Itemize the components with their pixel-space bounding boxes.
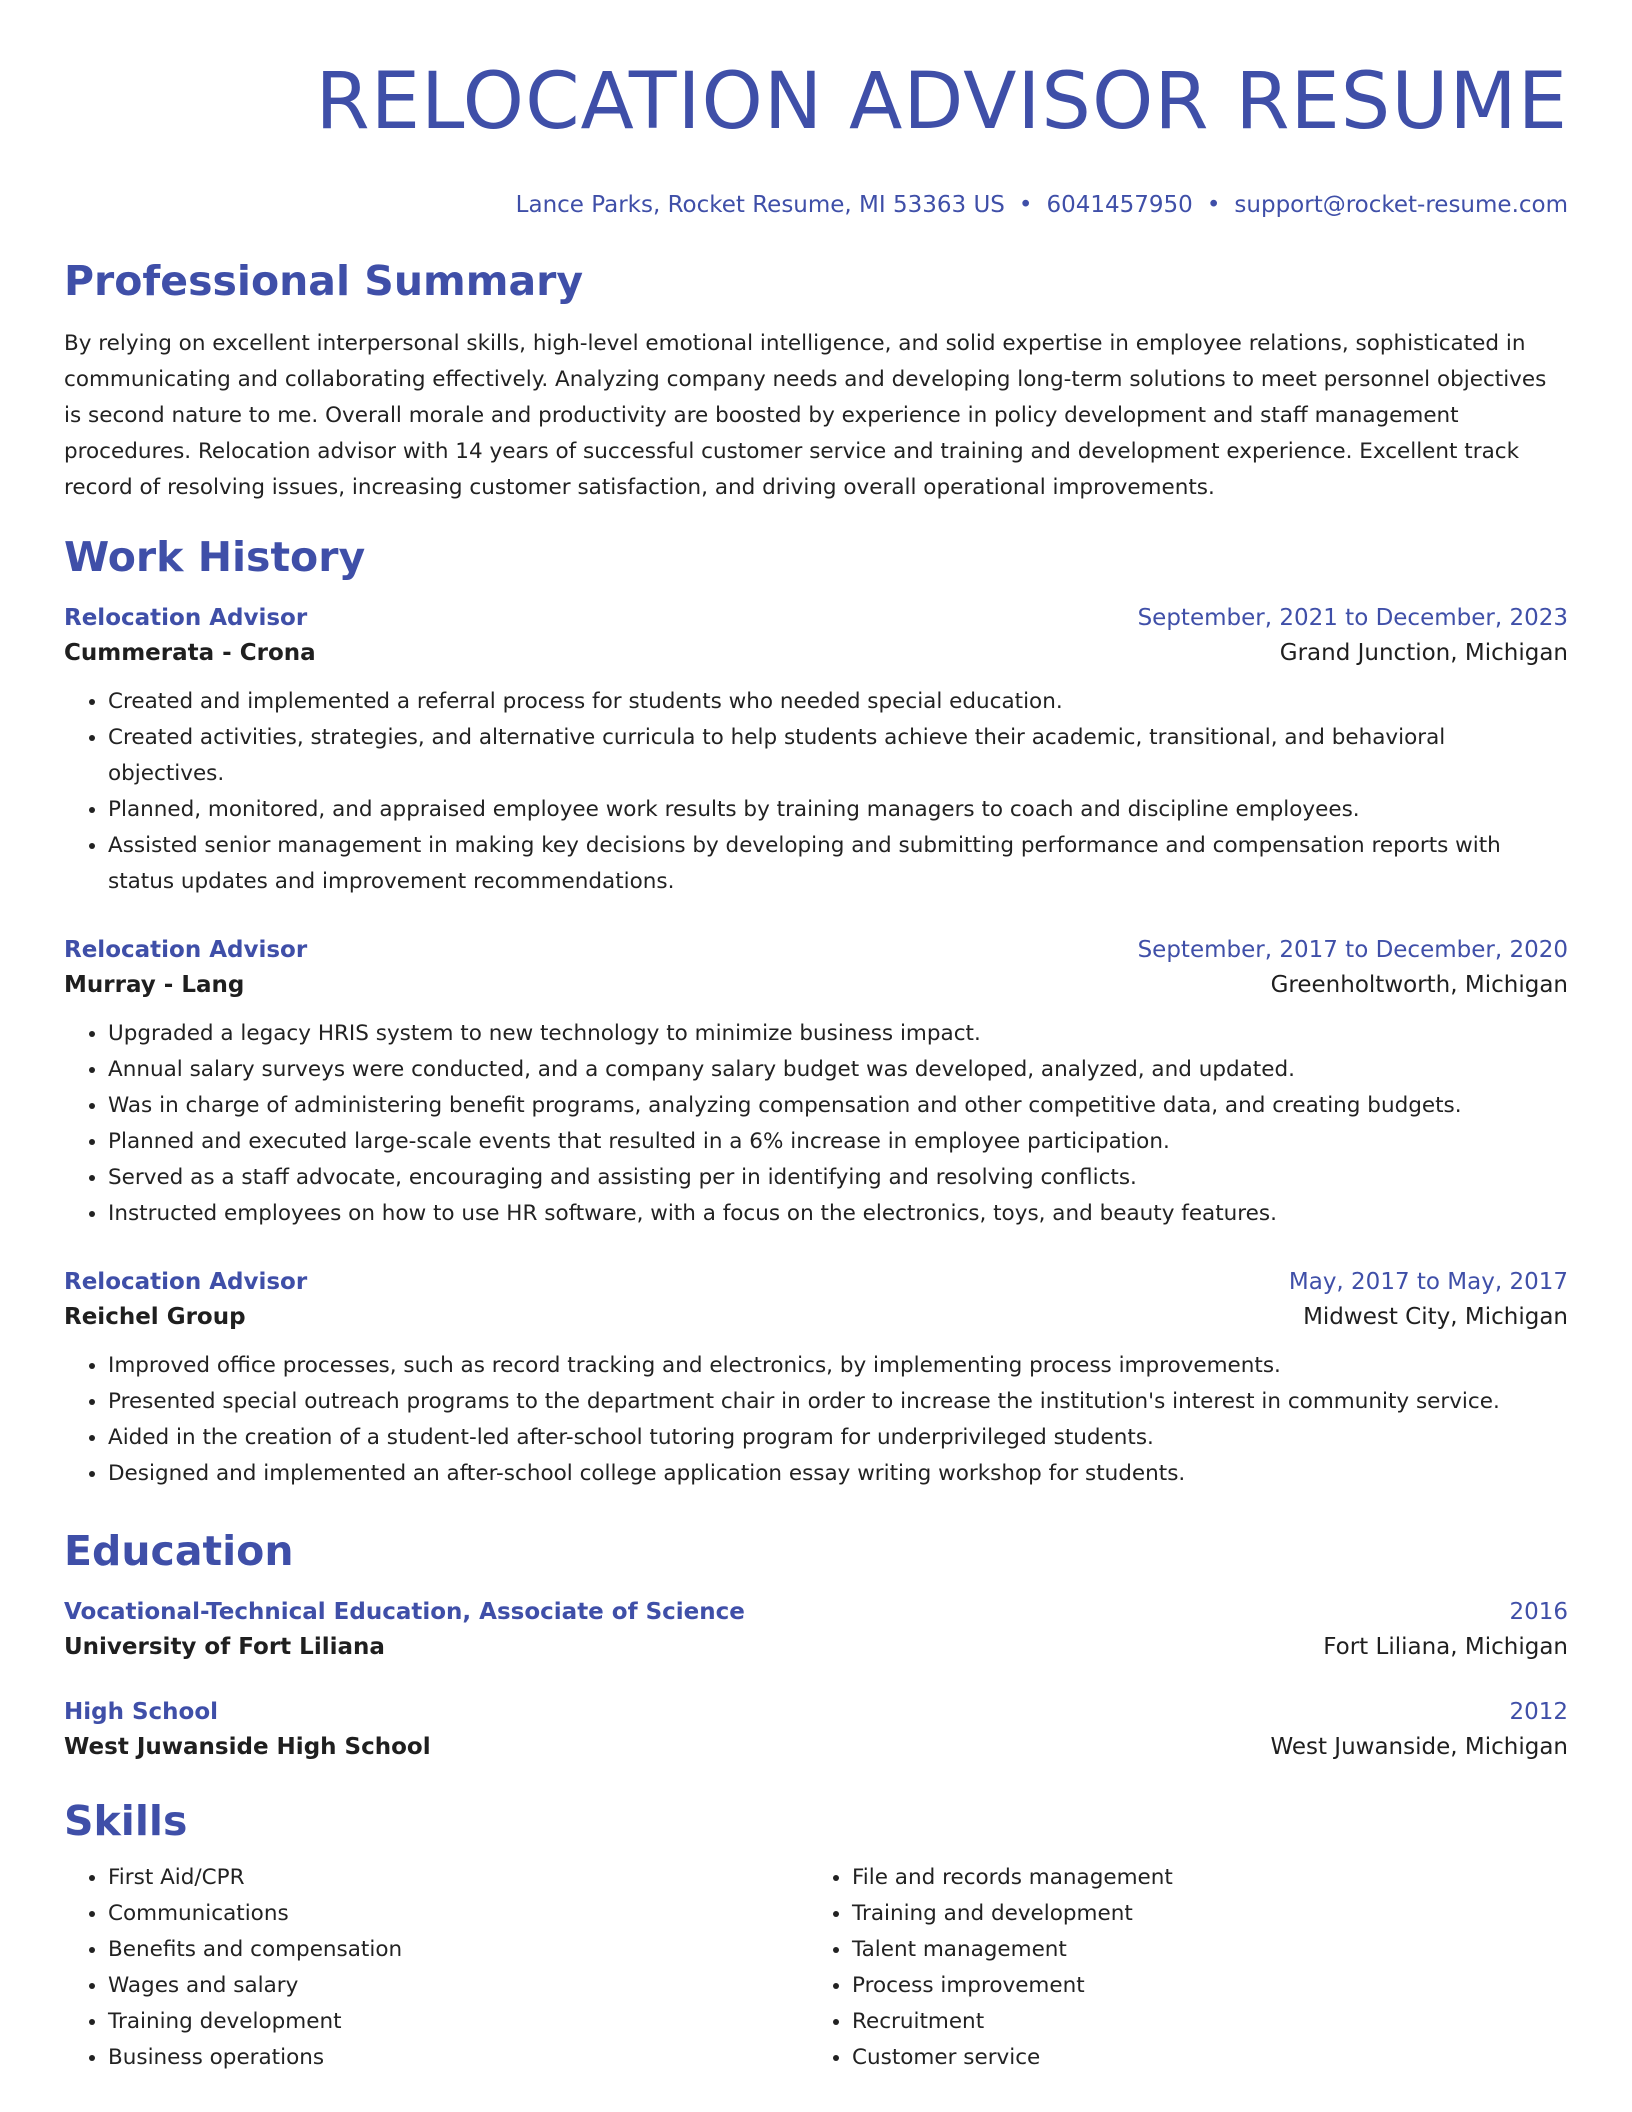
education-entry [64,1596,1568,1666]
skills-list [64,1860,1568,2076]
job-role: Relocation Advisor [64,1269,308,1295]
contact-separator: • [1018,192,1033,218]
job-bullet: • Planned, monitored, and appraised employee work results by training managers to coach and discipline employees. [108,792,1568,828]
education-year: 2016 [1509,1599,1568,1625]
job-location: Grand Junction, Michigan [1279,640,1568,666]
education-location: Fort Liliana, Michigan [1323,1634,1568,1660]
skill-item: • Communications [108,1896,808,1932]
skill-item: • Training and development [852,1896,1552,1932]
job-role: Relocation Advisor [64,937,308,963]
job-bullet: • Improved office processes, such as record tracking and electronics, by implementing process improvements. [108,1348,1568,1384]
job-company: Cummerata - Crona [64,640,316,666]
job-entry [64,934,1568,1232]
skill-item: • Talent management [852,1932,1552,1968]
job-entry [64,1266,1568,1492]
contact-address: Lance Parks, Rocket Resume, MI 53363 US [515,192,1005,218]
resume-title: RELOCATION ADVISOR RESUME [315,57,1568,147]
job-bullet: • Planned and executed large-scale events that resulted in a 6% increase in employee participation. [108,1124,1568,1160]
job-company: Murray - Lang [64,972,245,998]
education-year: 2012 [1509,1699,1568,1725]
skill-item: • Wages and salary [108,1968,808,2004]
job-bullet: • Assisted senior management in making key decisions by developing and submitting performance and compensation reports with status updates and improvement recommendations. [108,828,1568,900]
skill-item: • File and records management [852,1860,1552,1896]
skills-column-right [808,1860,1552,2076]
job-dates: September, 2021 to December, 2023 [1137,605,1568,631]
job-bullet: • Annual salary surveys were conducted, and a company salary budget was developed, analyzed, and updated. [108,1052,1568,1088]
education-degree: Vocational-Technical Education, Associate of Science [64,1599,745,1625]
skill-item: • Customer service [852,2040,1552,2076]
job-bullet: • Upgraded a legacy HRIS system to new technology to minimize business impact. [108,1016,1568,1052]
job-role: Relocation Advisor [64,605,308,631]
education-degree: High School [64,1699,219,1725]
skill-item: • Recruitment [852,2004,1552,2040]
job-bullets [64,1348,1568,1492]
skills-heading: Skills [64,1797,188,1845]
job-bullet: • Aided in the creation of a student-led after-school tutoring program for underprivileged students. [108,1420,1568,1456]
job-bullet: • Served as a staff advocate, encouraging and assisting per in identifying and resolving conflicts. [108,1160,1568,1196]
education-location: West Juwanside, Michigan [1270,1734,1568,1760]
education-entry [64,1696,1568,1766]
work-history-heading: Work History [64,533,366,581]
job-bullet: • Presented special outreach programs to the department chair in order to increase the institution's interest in community service. [108,1384,1568,1420]
job-bullets [64,1016,1568,1232]
job-dates: September, 2017 to December, 2020 [1137,937,1568,963]
contact-separator: • [1206,192,1221,218]
job-bullets [64,684,1568,900]
skill-item: • Benefits and compensation [108,1932,808,1968]
skill-item: • Training development [108,2004,808,2040]
job-bullet: • Was in charge of administering benefit programs, analyzing compensation and other competitive data, and creating budgets. [108,1088,1568,1124]
job-bullet: • Instructed employees on how to use HR software, with a focus on the electronics, toys, and beauty features. [108,1196,1568,1232]
skills-column-left [64,1860,808,2076]
job-bullet: • Created activities, strategies, and alternative curricula to help students achieve their academic, transitional, and behavioral objectives. [108,720,1568,792]
job-entry [64,602,1568,900]
job-dates: May, 2017 to May, 2017 [1288,1269,1568,1295]
contact-email: support@rocket-resume.com [1234,192,1568,218]
job-location: Midwest City, Michigan [1303,1304,1568,1330]
job-bullet: • Designed and implemented an after-school college application essay writing workshop for students. [108,1456,1568,1492]
education-school: West Juwanside High School [64,1734,431,1760]
resume-page [64,0,1568,2076]
contact-phone: 6041457950 [1046,192,1193,218]
skill-item: • Process improvement [852,1968,1552,2004]
job-company: Reichel Group [64,1304,246,1330]
summary-text: By relying on excellent interpersonal skills, high-level emotional intelligence, and solid expertise in employee relations, sophisticated in communicating and collaborating effectively. Analyzing company needs and developing long-term solutions to meet personnel objectives is second nature to me. Overall morale and productivity are boosted by experience in policy development and staff management procedures. Relocation advisor with 14 years of successful customer service and training and development experience. Excellent track record of resolving issues, increasing customer satisfaction, and driving overall operational improvements. [64,331,1547,500]
summary-heading: Professional Summary [64,257,584,305]
job-location: Greenholtworth, Michigan [1270,972,1568,998]
education-heading: Education [64,1527,294,1575]
job-bullet: • Created and implemented a referral process for students who needed special education. [108,684,1568,720]
skill-item: • Business operations [108,2040,808,2076]
contact-line [64,190,1568,220]
education-school: University of Fort Liliana [64,1634,385,1660]
skill-item: • First Aid/CPR [108,1860,808,1896]
